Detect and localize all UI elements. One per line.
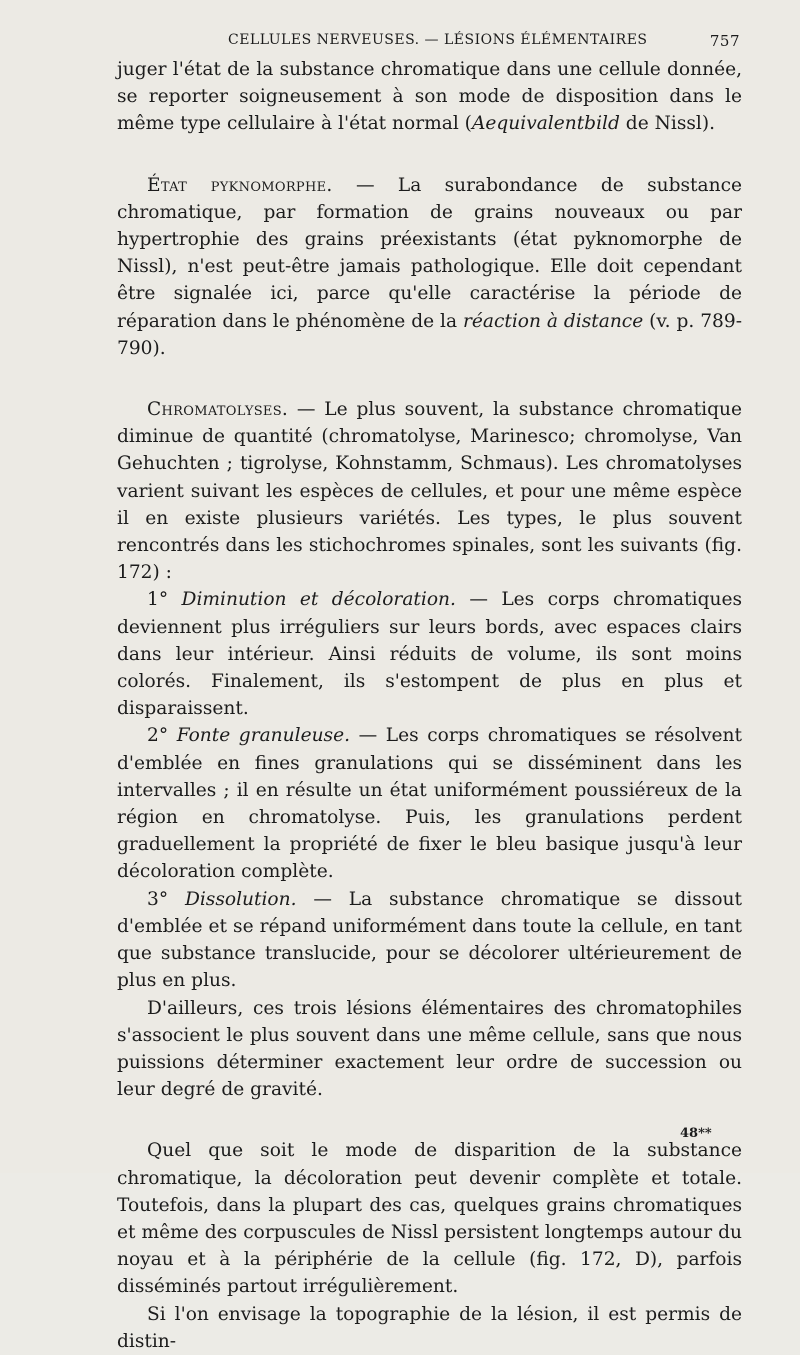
list-item-fonte-granuleuse: 2° Fonte granuleuse. — Les corps chromatiques se résolvent d'emblée en fines granulations qui se disséminent dans les intervalles ; il en résulte un état uniformément poussiéreux de la région en chromatolyse. Puis, les granulations perdent graduellement la propriété de fixer le bleu basique jusqu'à leur décoloration complète. (117, 725, 742, 883)
section-heading: Chromatolyses. (147, 399, 289, 421)
paragraph-chromatolyses: Chromatolyses. — Le plus souvent, la substance chromatique diminue de quantité (chromatolyse, Marinesco; chromolyse, Van Gehuchten ; tigrolyse, Kohnstamm, Schmaus). Les chromatolyses varient suivant les espèces de cellules, et pour une même espèce il en existe plusieurs variétés. Les types, le plus souvent rencontrés dans les stichochromes spinales, sont les suivants (fig. 172) : (117, 399, 742, 584)
paragraph-association: D'ailleurs, ces trois lésions élémentaires des chromatophiles s'associent le plus souvent dans une même cellule, sans que nous puissions déterminer exactement leur ordre de succession ou leur degré de gravité. (117, 997, 742, 1101)
paragraph-etat-pyknomorphe: État pyknomorphe. — La surabondance de substance chromatique, par formation de grains nouveaux ou par hypertrophie des grains préexistants (état pyknomorphe de Nissl), n'est peut-être jamais pathologique. Elle doit cependant être signalée ici, parce qu'elle caractérise la période de réparation dans le phénomène de la réaction à distance (v. p. 789-790). (117, 174, 743, 359)
signature-mark: 48** (680, 1126, 712, 1141)
running-header (118, 28, 740, 54)
paragraph-continuation: juger l'état de la substance chromatique dans une cellule donnée, se reporter soigneusement à son mode de disposition dans le même type cellulaire à l'état normal (Aequivalentbild de Nissl). (117, 59, 742, 135)
body-text (117, 56, 742, 1355)
section-heading: État pyknomorphe. (147, 174, 333, 196)
page-number: 757 (709, 32, 740, 50)
running-title: CELLULES NERVEUSES. — LÉSIONS ÉLÉMENTAIRES (228, 32, 648, 48)
list-item-diminution: 1° Diminution et décoloration. — Les corps chromatiques deviennent plus irréguliers sur leurs bords, avec espaces clairs dans leur intérieur. Ainsi réduits de volume, ils sont moins colorés. Finalement, ils s'estompent de plus en plus et disparaissent. (117, 589, 742, 720)
list-item-dissolution: 3° Dissolution. — La substance chromatique se dissout d'emblée et se répand uniformément dans toute la cellule, en tant que substance translucide, pour se décolorer ultérieurement de plus en plus. (117, 888, 742, 992)
paragraph-topographie: Si l'on envisage la topographie de la lésion, il est permis de distin- (117, 1303, 742, 1352)
paragraph-decoloration: Quel que soit le mode de disparition de la substance chromatique, la décoloration peut devenir complète et totale. Toutefois, dans la plupart des cas, quelques grains chromatiques et même des corpuscules de Nissl persistent longtemps autour du noyau et à la périphérie de la cellule (fig. 172, D), parfois disséminés partout irrégulièrement. (117, 1140, 742, 1298)
